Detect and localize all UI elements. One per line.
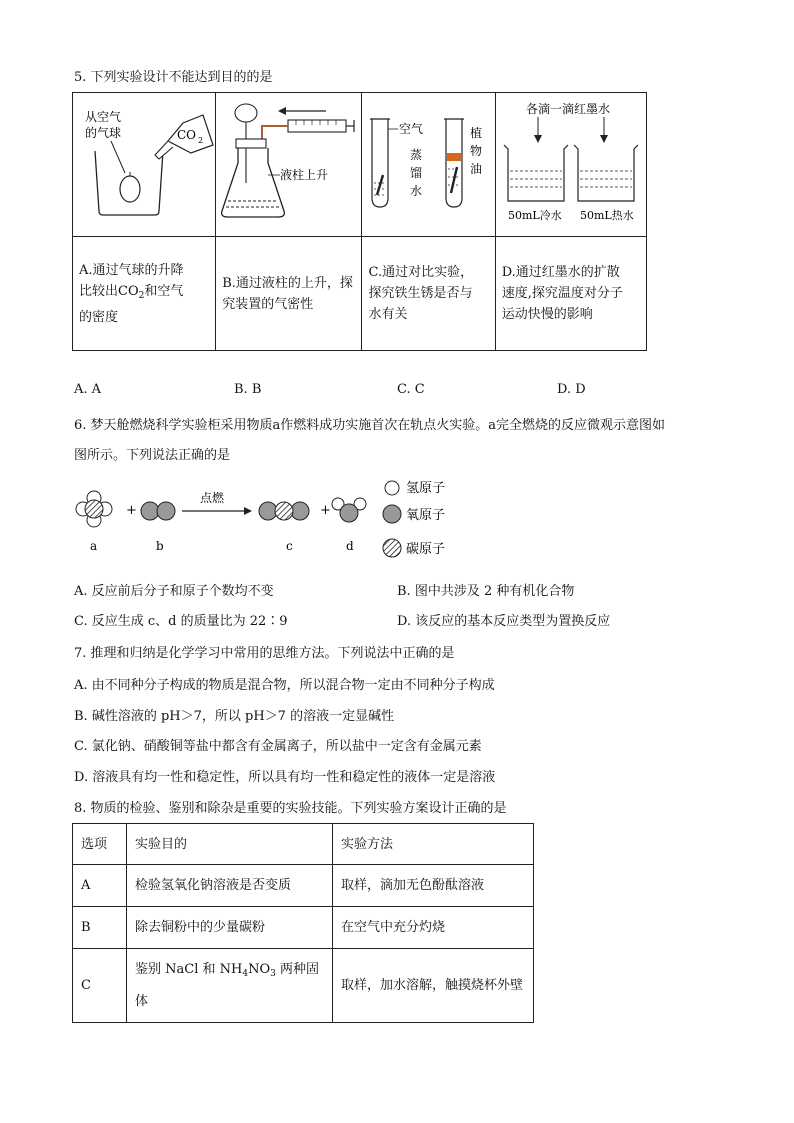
- q6-option-c[interactable]: C. 反应生成 c、d 的质量比为 22∶9: [74, 614, 288, 629]
- test-tube-1: [372, 119, 388, 207]
- hydrogen-legend: 氢原子: [406, 481, 446, 496]
- oil-label-3: 油: [470, 162, 483, 176]
- q8-row-a-goal: 检验氢氧化钠溶液是否变质: [127, 865, 333, 907]
- q8-header-option: 选项: [73, 824, 127, 865]
- q7-stem: 7. 推理和归纳是化学学习中常用的思维方法。下列说法中正确的是: [74, 646, 455, 661]
- molecule-a: [76, 491, 112, 527]
- label-d: d: [346, 539, 354, 553]
- balloon-shape: [120, 176, 140, 202]
- diffusion-diagram: [496, 93, 646, 229]
- q5-desc-c: C.通过对比实验， 探究铁生锈是否与 水有关: [362, 237, 495, 351]
- q6-option-b[interactable]: B. 图中共涉及 2 种有机化合物: [397, 584, 575, 599]
- table-row[interactable]: [73, 865, 534, 907]
- q8-row-b-method: 在空气中充分灼烧: [333, 907, 534, 949]
- molecule-c: [259, 502, 309, 520]
- q8-stem: 8. 物质的检验、鉴别和除杂是重要的实验技能。下列实验方案设计正确的是: [74, 801, 507, 816]
- distilled-water-1: 蒸: [410, 148, 423, 162]
- q5-desc-b: B.通过液柱的上升，探 究装置的气密性: [216, 237, 362, 351]
- q7-option-a[interactable]: A. 由不同种分子构成的物质是混合物，所以混合物一定由不同种分子构成: [74, 678, 495, 693]
- carbon-legend: 碳原子: [406, 542, 446, 557]
- iron-rust-diagram: [362, 93, 494, 229]
- q8-header-goal: 实验目的: [127, 824, 333, 865]
- hot-water-label: 50mL热水: [579, 209, 634, 222]
- q7-option-c[interactable]: C. 氯化钠、硝酸铜等盐中都含有金属离子，所以盐中一定含有金属元素: [74, 739, 482, 754]
- q8-row-c-goal: 鉴别 NaCl 和 $NH_4NO_3$ 两种固 体: [127, 949, 333, 1023]
- red-ink-label: 各滴一滴红墨水: [525, 102, 610, 116]
- q6-option-d[interactable]: D. 该反应的基本反应类型为置换反应: [397, 614, 611, 629]
- carbon-legend-icon: [383, 539, 401, 557]
- q5-option-b[interactable]: B. B: [234, 382, 262, 397]
- q8-row-c-option: C: [73, 949, 127, 1023]
- cold-water-beaker: [504, 145, 568, 201]
- distilled-water-3: 水: [410, 184, 423, 198]
- airtightness-diagram: [216, 93, 361, 229]
- table-row[interactable]: [73, 907, 534, 949]
- q6-stem-2: 图所示。下列说法正确的是: [74, 448, 231, 463]
- q7-option-d[interactable]: D. 溶液具有均一性和稳定性，所以具有均一性和稳定性的液体一定是溶液: [74, 770, 496, 785]
- q5-fig-d-cell: [495, 93, 646, 237]
- oil-label-2: 物: [470, 144, 483, 158]
- q5-fig-a-cell: [73, 93, 216, 237]
- balloon-co2-diagram: [73, 93, 215, 229]
- q5-option-d[interactable]: D. D: [557, 382, 586, 397]
- q5-stem: 5. 下列实验设计不能达到目的的是: [74, 70, 273, 85]
- label-a: a: [90, 539, 98, 553]
- oil-label-1: 植: [470, 126, 483, 140]
- molecule-d: [332, 498, 366, 522]
- q8-row-a-option: A: [73, 865, 127, 907]
- oxygen-legend-icon: [383, 505, 401, 523]
- q8-row-b-goal: 除去铜粉中的少量碳粉: [127, 907, 333, 949]
- balloon-label-1: 从空气: [85, 110, 122, 124]
- plus-2: +: [320, 503, 331, 518]
- syringe-barrel: [288, 120, 346, 132]
- q7-option-b[interactable]: B. 碱性溶液的 pH＞7，所以 pH＞7 的溶液一定显碱性: [74, 709, 395, 724]
- co2-label: CO: [177, 128, 197, 142]
- q8-table: [72, 823, 534, 1023]
- distilled-water-2: 馏: [410, 166, 423, 180]
- q5-fig-b-cell: [216, 93, 362, 237]
- q8-row-a-method: 取样，滴加无色酚酞溶液: [333, 865, 534, 907]
- hydrogen-legend-icon: [385, 481, 399, 495]
- q5-option-a[interactable]: A. A: [74, 382, 102, 397]
- label-b: b: [156, 539, 164, 553]
- vegetable-oil-layer: [447, 153, 461, 161]
- q8-header-method: 实验方法: [333, 824, 534, 865]
- q8-row-c-method: 取样，加水溶解，触摸烧杯外壁: [333, 949, 534, 1023]
- oxygen-legend: 氧原子: [406, 508, 446, 523]
- molecule-b: [141, 502, 175, 520]
- cold-water-label: 50mL冷水: [507, 209, 562, 222]
- table-row[interactable]: [73, 949, 534, 1023]
- air-label: 空气: [399, 122, 424, 136]
- balloon-label-2: 的气球: [85, 126, 122, 140]
- liquid-rise-label: 液柱上升: [280, 168, 329, 182]
- test-tube-2: [446, 119, 462, 207]
- ignite-label: 点燃: [200, 491, 225, 505]
- hot-water-beaker: [574, 145, 638, 201]
- q6-option-a[interactable]: A. 反应前后分子和原子个数均不变: [74, 584, 274, 599]
- q5-fig-c-cell: [362, 93, 495, 237]
- reaction-micro-diagram: [70, 474, 470, 566]
- label-c: c: [286, 539, 293, 553]
- q5-option-c[interactable]: C. C: [397, 382, 425, 397]
- q5-desc-a: A.通过气球的升降 比较出$CO_2$和空气 的密度: [73, 237, 216, 351]
- q5-figure-table: [72, 92, 647, 351]
- q6-stem-1: 6. 梦天舱燃烧科学实验柜采用物质a作燃料成功实施首次在轨点火实验。a完全燃烧的反应微观示意图如: [74, 418, 666, 433]
- plus-1: +: [126, 503, 137, 518]
- co2-subscript: 2: [198, 136, 204, 145]
- q5-desc-d: D.通过红墨水的扩散 速度,探究温度对分子 运动快慢的影响: [495, 237, 646, 351]
- q8-row-b-option: B: [73, 907, 127, 949]
